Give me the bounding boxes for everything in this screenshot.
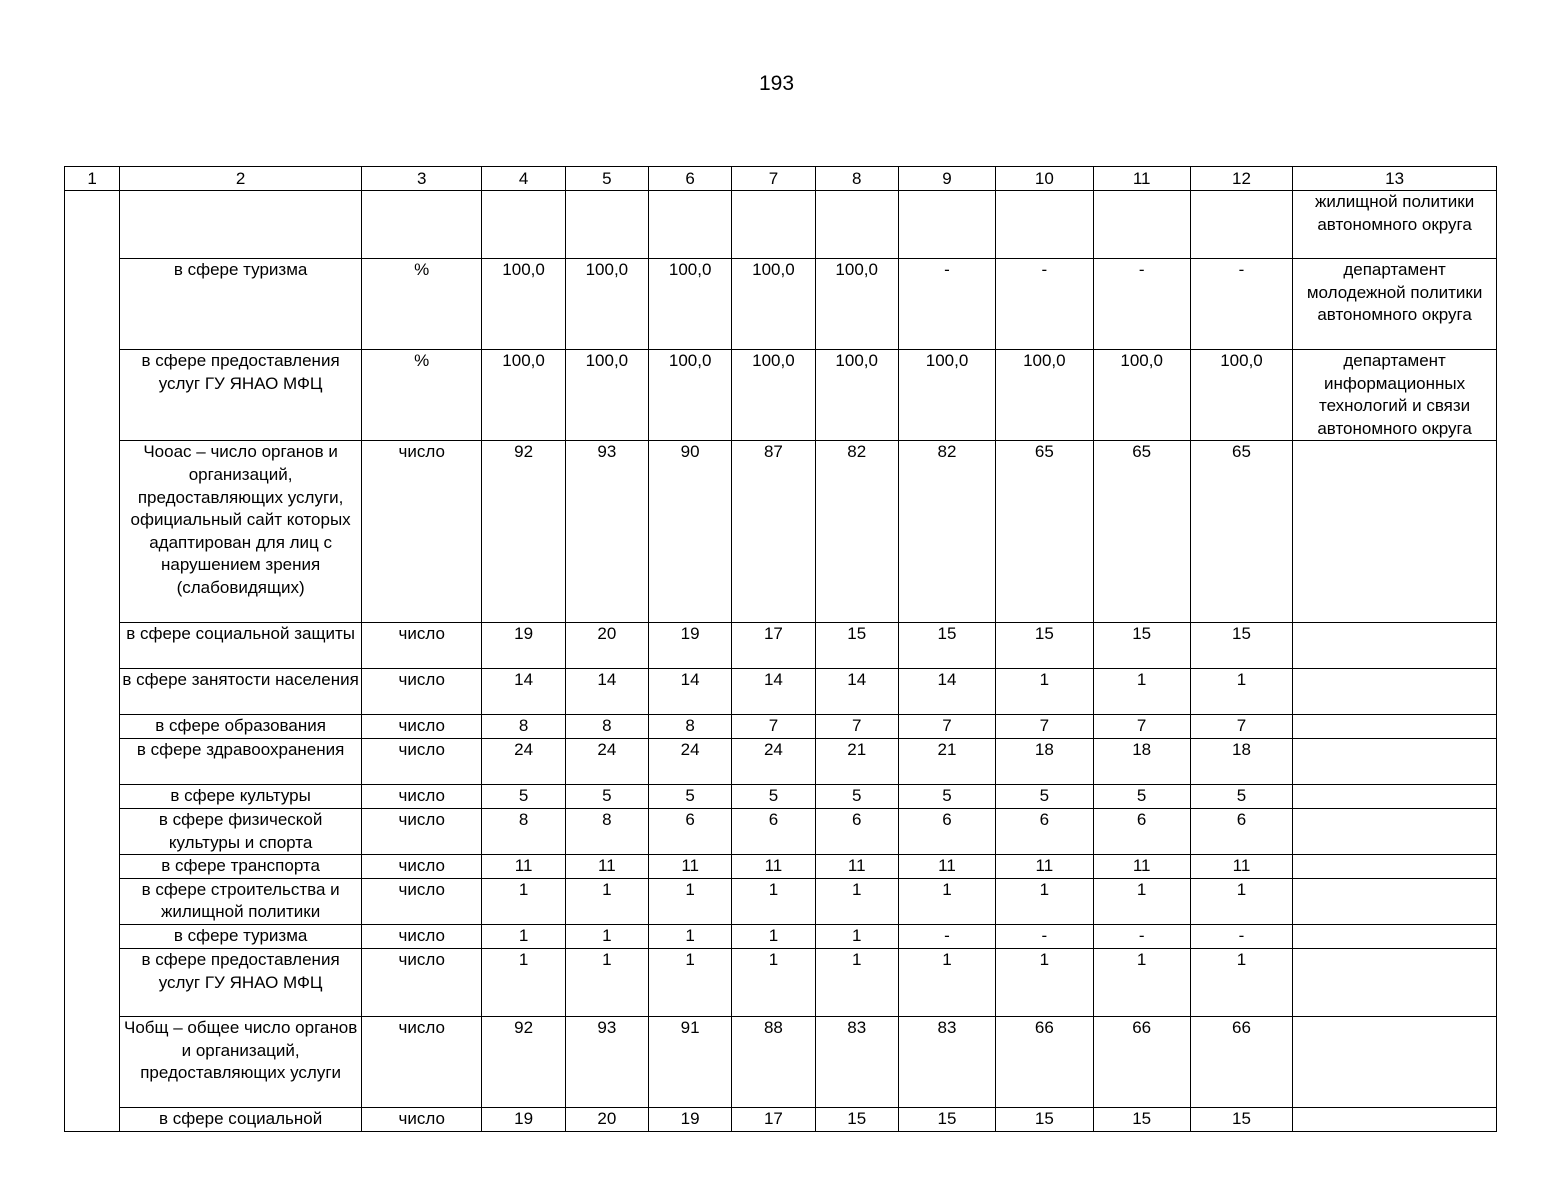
value-cell: - (1093, 259, 1190, 350)
value-cell: 5 (482, 785, 565, 809)
value-cell: 7 (815, 715, 898, 739)
value-cell: 1 (898, 948, 995, 1016)
indicator-cell: в сфере здравоохранения (120, 739, 362, 785)
value-cell: 91 (649, 1016, 732, 1107)
table-body (65, 191, 1497, 1132)
value-cell: 21 (898, 739, 995, 785)
value-cell: 1 (482, 878, 565, 924)
value-cell: 19 (649, 623, 732, 669)
value-cell: 18 (996, 739, 1093, 785)
row-number-cell (65, 191, 120, 1132)
value-cell: 5 (565, 785, 648, 809)
responsible-cell (1293, 1016, 1497, 1107)
value-cell: 21 (815, 739, 898, 785)
value-cell: 19 (482, 623, 565, 669)
responsible-cell: департамент информационных технологий и связи автономного округа (1293, 350, 1497, 441)
value-cell: 1 (898, 878, 995, 924)
value-cell (732, 191, 815, 259)
unit-cell: число (362, 715, 482, 739)
value-cell: 100,0 (1093, 350, 1190, 441)
value-cell: 100,0 (996, 350, 1093, 441)
value-cell: 14 (565, 669, 648, 715)
column-number: 11 (1093, 167, 1190, 191)
value-cell: 1 (815, 878, 898, 924)
value-cell: 11 (565, 855, 648, 879)
indicator-cell: в сфере образования (120, 715, 362, 739)
value-cell: 7 (732, 715, 815, 739)
value-cell: 6 (649, 808, 732, 854)
value-cell (1093, 191, 1190, 259)
column-number: 4 (482, 167, 565, 191)
responsible-cell (1293, 1107, 1497, 1131)
table-row (65, 441, 1497, 623)
value-cell: 1 (1190, 948, 1292, 1016)
value-cell: 18 (1190, 739, 1292, 785)
value-cell: 1 (815, 948, 898, 1016)
value-cell: 66 (1190, 1016, 1292, 1107)
value-cell: 1 (732, 878, 815, 924)
indicator-cell: в сфере социальной (120, 1107, 362, 1131)
table-row (65, 1016, 1497, 1107)
value-cell: 100,0 (649, 350, 732, 441)
responsible-cell (1293, 669, 1497, 715)
page-number: 193 (758, 72, 795, 95)
column-number: 1 (65, 167, 120, 191)
value-cell: 1 (732, 948, 815, 1016)
unit-cell: число (362, 669, 482, 715)
value-cell: 15 (815, 623, 898, 669)
value-cell: 15 (996, 623, 1093, 669)
indicator-cell: Чооас – число органов и организаций, предоставляющих услуги, официальный сайт которых адаптирован для лиц с нарушением зрения (слабовидящих) (120, 441, 362, 623)
indicator-cell (120, 191, 362, 259)
value-cell: - (898, 924, 995, 948)
value-cell: 17 (732, 1107, 815, 1131)
table-row (65, 623, 1497, 669)
column-number: 8 (815, 167, 898, 191)
column-number-row (65, 167, 1497, 191)
value-cell: 11 (482, 855, 565, 879)
value-cell: - (1190, 924, 1292, 948)
value-cell: 5 (815, 785, 898, 809)
value-cell: 90 (649, 441, 732, 623)
table-row (65, 855, 1497, 879)
indicator-cell: в сфере культуры (120, 785, 362, 809)
value-cell: 1 (815, 924, 898, 948)
value-cell: 1 (482, 948, 565, 1016)
responsible-cell (1293, 878, 1497, 924)
value-cell: 88 (732, 1016, 815, 1107)
value-cell (649, 191, 732, 259)
table-row (65, 808, 1497, 854)
value-cell: 100,0 (649, 259, 732, 350)
value-cell: 82 (898, 441, 995, 623)
value-cell: 15 (898, 1107, 995, 1131)
value-cell (815, 191, 898, 259)
value-cell: 15 (1190, 1107, 1292, 1131)
value-cell: 8 (565, 715, 648, 739)
column-number: 9 (898, 167, 995, 191)
value-cell: 14 (815, 669, 898, 715)
value-cell: 5 (649, 785, 732, 809)
value-cell (482, 191, 565, 259)
value-cell: 100,0 (565, 259, 648, 350)
value-cell: 7 (1190, 715, 1292, 739)
value-cell: 5 (1190, 785, 1292, 809)
value-cell: 11 (649, 855, 732, 879)
value-cell: 11 (1190, 855, 1292, 879)
responsible-cell (1293, 715, 1497, 739)
unit-cell: число (362, 1016, 482, 1107)
value-cell: 1 (996, 878, 1093, 924)
value-cell: 18 (1093, 739, 1190, 785)
unit-cell: % (362, 350, 482, 441)
value-cell: 14 (732, 669, 815, 715)
responsible-cell (1293, 924, 1497, 948)
unit-cell (362, 191, 482, 259)
value-cell: 24 (649, 739, 732, 785)
indicator-cell: в сфере предоставления услуг ГУ ЯНАО МФЦ (120, 948, 362, 1016)
column-number: 12 (1190, 167, 1292, 191)
table-row (65, 739, 1497, 785)
value-cell: 5 (996, 785, 1093, 809)
unit-cell: число (362, 808, 482, 854)
value-cell: 92 (482, 441, 565, 623)
value-cell: 5 (1093, 785, 1190, 809)
column-number: 6 (649, 167, 732, 191)
value-cell: 65 (1093, 441, 1190, 623)
value-cell: 93 (565, 441, 648, 623)
responsible-cell (1293, 855, 1497, 879)
value-cell: - (1093, 924, 1190, 948)
responsible-cell (1293, 948, 1497, 1016)
value-cell: 100,0 (898, 350, 995, 441)
table-row (65, 669, 1497, 715)
indicator-cell: в сфере туризма (120, 259, 362, 350)
table-row (65, 948, 1497, 1016)
value-cell: 14 (898, 669, 995, 715)
value-cell: 1 (565, 948, 648, 1016)
value-cell: 19 (649, 1107, 732, 1131)
value-cell: 1 (1190, 878, 1292, 924)
value-cell: 6 (996, 808, 1093, 854)
unit-cell: % (362, 259, 482, 350)
unit-cell: число (362, 1107, 482, 1131)
column-number: 5 (565, 167, 648, 191)
unit-cell: число (362, 855, 482, 879)
unit-cell: число (362, 924, 482, 948)
value-cell: 1 (482, 924, 565, 948)
responsible-cell (1293, 808, 1497, 854)
indicator-cell: в сфере туризма (120, 924, 362, 948)
value-cell: 6 (1190, 808, 1292, 854)
value-cell: 100,0 (815, 350, 898, 441)
value-cell: 20 (565, 623, 648, 669)
value-cell: 83 (815, 1016, 898, 1107)
value-cell: 1 (649, 948, 732, 1016)
value-cell: 87 (732, 441, 815, 623)
value-cell: 7 (898, 715, 995, 739)
table-row (65, 878, 1497, 924)
value-cell: 14 (482, 669, 565, 715)
indicator-cell: в сфере предоставления услуг ГУ ЯНАО МФЦ (120, 350, 362, 441)
unit-cell: число (362, 785, 482, 809)
responsible-cell: жилищной политики автономного округа (1293, 191, 1497, 259)
column-number: 3 (362, 167, 482, 191)
responsible-cell (1293, 623, 1497, 669)
indicator-cell: в сфере строительства и жилищной политики (120, 878, 362, 924)
value-cell: 6 (732, 808, 815, 854)
value-cell: 11 (1093, 855, 1190, 879)
value-cell: 15 (1093, 623, 1190, 669)
value-cell: 1 (996, 669, 1093, 715)
value-cell: 82 (815, 441, 898, 623)
value-cell: 100,0 (815, 259, 898, 350)
value-cell (1190, 191, 1292, 259)
value-cell: 100,0 (1190, 350, 1292, 441)
value-cell: 7 (1093, 715, 1190, 739)
value-cell: 100,0 (565, 350, 648, 441)
value-cell (996, 191, 1093, 259)
value-cell: 100,0 (732, 350, 815, 441)
unit-cell: число (362, 948, 482, 1016)
responsible-cell (1293, 739, 1497, 785)
value-cell: 1 (732, 924, 815, 948)
value-cell: 100,0 (732, 259, 815, 350)
value-cell: 15 (1093, 1107, 1190, 1131)
value-cell: 93 (565, 1016, 648, 1107)
value-cell: 100,0 (482, 350, 565, 441)
table-row (65, 924, 1497, 948)
indicator-cell: в сфере транспорта (120, 855, 362, 879)
indicator-cell: в сфере занятости населения (120, 669, 362, 715)
value-cell: 1 (1093, 878, 1190, 924)
value-cell: 8 (565, 808, 648, 854)
value-cell: 24 (732, 739, 815, 785)
table-row (65, 785, 1497, 809)
value-cell: 19 (482, 1107, 565, 1131)
column-number: 13 (1293, 167, 1497, 191)
value-cell: 65 (996, 441, 1093, 623)
indicators-table (64, 166, 1497, 1132)
value-cell: 6 (815, 808, 898, 854)
value-cell: 14 (649, 669, 732, 715)
unit-cell: число (362, 878, 482, 924)
value-cell: 8 (482, 808, 565, 854)
indicator-cell: Чобщ – общее число органов и организаций, предоставляющих услуги (120, 1016, 362, 1107)
table-row (65, 715, 1497, 739)
unit-cell: число (362, 623, 482, 669)
table-row (65, 1107, 1497, 1131)
unit-cell: число (362, 441, 482, 623)
value-cell: 1 (649, 924, 732, 948)
value-cell: 1 (1190, 669, 1292, 715)
value-cell: 15 (815, 1107, 898, 1131)
value-cell: - (996, 259, 1093, 350)
value-cell: - (1190, 259, 1292, 350)
value-cell: 1 (1093, 669, 1190, 715)
value-cell: 11 (815, 855, 898, 879)
value-cell: 100,0 (482, 259, 565, 350)
value-cell: - (996, 924, 1093, 948)
value-cell: 11 (996, 855, 1093, 879)
unit-cell: число (362, 739, 482, 785)
table-header (65, 167, 1497, 191)
column-number: 7 (732, 167, 815, 191)
value-cell: 20 (565, 1107, 648, 1131)
value-cell: 5 (898, 785, 995, 809)
value-cell: 11 (732, 855, 815, 879)
responsible-cell: департамент молодежной политики автономного округа (1293, 259, 1497, 350)
value-cell: 1 (565, 924, 648, 948)
responsible-cell (1293, 785, 1497, 809)
value-cell: 15 (1190, 623, 1292, 669)
value-cell: 5 (732, 785, 815, 809)
value-cell: 83 (898, 1016, 995, 1107)
value-cell: 24 (482, 739, 565, 785)
value-cell (565, 191, 648, 259)
value-cell: - (898, 259, 995, 350)
responsible-cell (1293, 441, 1497, 623)
value-cell: 1 (996, 948, 1093, 1016)
value-cell: 1 (565, 878, 648, 924)
value-cell: 7 (996, 715, 1093, 739)
table-row (65, 191, 1497, 259)
column-number: 10 (996, 167, 1093, 191)
value-cell: 92 (482, 1016, 565, 1107)
value-cell: 66 (996, 1016, 1093, 1107)
value-cell: 6 (1093, 808, 1190, 854)
value-cell: 1 (649, 878, 732, 924)
indicator-cell: в сфере социальной защиты (120, 623, 362, 669)
value-cell: 8 (482, 715, 565, 739)
value-cell: 15 (898, 623, 995, 669)
value-cell (898, 191, 995, 259)
value-cell: 66 (1093, 1016, 1190, 1107)
column-number: 2 (120, 167, 362, 191)
value-cell: 6 (898, 808, 995, 854)
value-cell: 11 (898, 855, 995, 879)
indicator-cell: в сфере физической культуры и спорта (120, 808, 362, 854)
table-row (65, 259, 1497, 350)
value-cell: 1 (1093, 948, 1190, 1016)
value-cell: 8 (649, 715, 732, 739)
value-cell: 15 (996, 1107, 1093, 1131)
value-cell: 24 (565, 739, 648, 785)
value-cell: 17 (732, 623, 815, 669)
table-row (65, 350, 1497, 441)
value-cell: 65 (1190, 441, 1292, 623)
